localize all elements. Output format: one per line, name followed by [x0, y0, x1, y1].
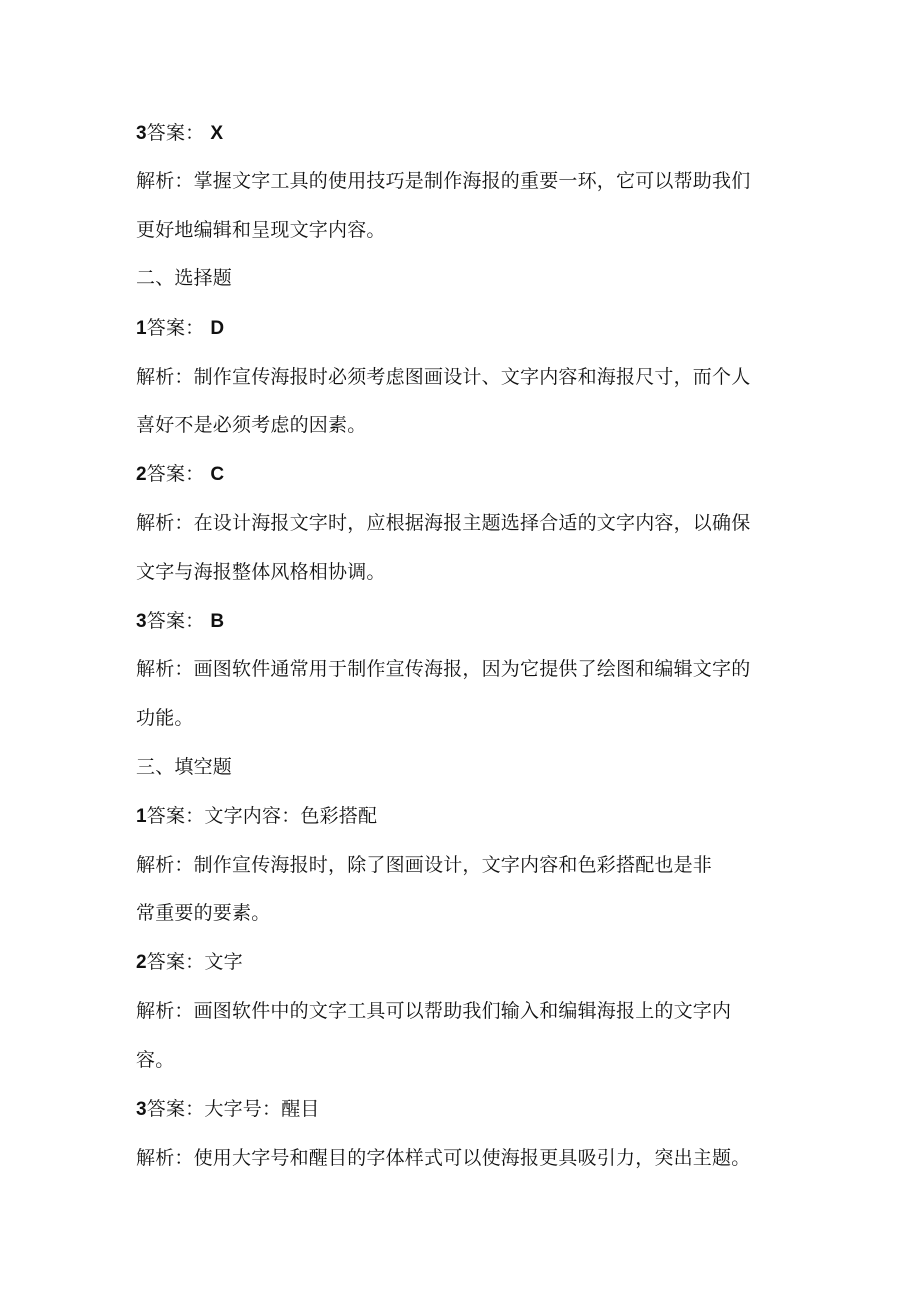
analysis-line: 解析：掌握文字工具的使用技巧是制作海报的重要一环，它可以帮助我们	[136, 170, 751, 192]
section-heading-choice: 二、选择题	[136, 267, 233, 289]
analysis-line: 喜好不是必须考虑的因素。	[136, 414, 367, 436]
answer-line-s3-q2	[136, 950, 243, 975]
question-number: 3	[136, 123, 147, 144]
analysis-line: 解析：在设计海报文字时，应根据海报主题选择合适的文字内容，以确保	[136, 512, 751, 534]
analysis-line: 容。	[136, 1049, 175, 1071]
question-number: 3	[136, 1099, 147, 1120]
question-number: 2	[136, 464, 147, 485]
answer-line-s3-q1	[136, 804, 377, 829]
answer-line-s2-q3	[136, 609, 224, 634]
answer-line-s2-q1	[136, 316, 224, 341]
answer-value: B	[210, 611, 225, 632]
answer-line-s3-q3	[136, 1097, 320, 1122]
analysis-line: 解析：制作宣传海报时必须考虑图画设计、文字内容和海报尺寸，而个人	[136, 366, 751, 388]
question-number: 3	[136, 611, 147, 632]
question-number: 1	[136, 318, 147, 339]
answer-value: 文字内容：色彩搭配	[204, 805, 378, 827]
answer-value: C	[210, 464, 225, 485]
answer-label: 答案：	[146, 463, 205, 485]
answer-value: D	[210, 318, 225, 339]
analysis-line: 解析：制作宣传海报时，除了图画设计，文字内容和色彩搭配也是非	[136, 854, 713, 876]
analysis-line: 更好地编辑和呈现文字内容。	[136, 219, 386, 241]
answer-line-s2-q2	[136, 462, 224, 487]
answer-label: 答案：	[146, 122, 205, 144]
analysis-line: 解析：画图软件中的文字工具可以帮助我们输入和编辑海报上的文字内	[136, 1000, 732, 1022]
answer-label: 答案：	[146, 317, 205, 339]
analysis-line: 解析：使用大字号和醒目的字体样式可以使海报更具吸引力，突出主题。	[136, 1147, 751, 1169]
analysis-line: 文字与海报整体风格相协调。	[136, 561, 386, 583]
question-number: 2	[136, 952, 147, 973]
answer-label: 答案：	[146, 610, 205, 632]
section-heading-fill-blank: 三、填空题	[136, 756, 233, 778]
answer-label: 答案：	[146, 951, 205, 973]
answer-value: X	[210, 123, 224, 144]
answer-label: 答案：	[146, 805, 205, 827]
answer-label: 答案：	[146, 1098, 205, 1120]
question-number: 1	[136, 806, 147, 827]
analysis-line: 功能。	[136, 707, 194, 729]
answer-value: 文字	[204, 951, 243, 973]
analysis-line: 解析：画图软件通常用于制作宣传海报，因为它提供了绘图和编辑文字的	[136, 658, 751, 680]
answer-value: 大字号：醒目	[204, 1098, 320, 1120]
answer-line-s1-q3	[136, 121, 223, 146]
analysis-line: 常重要的要素。	[136, 902, 271, 924]
